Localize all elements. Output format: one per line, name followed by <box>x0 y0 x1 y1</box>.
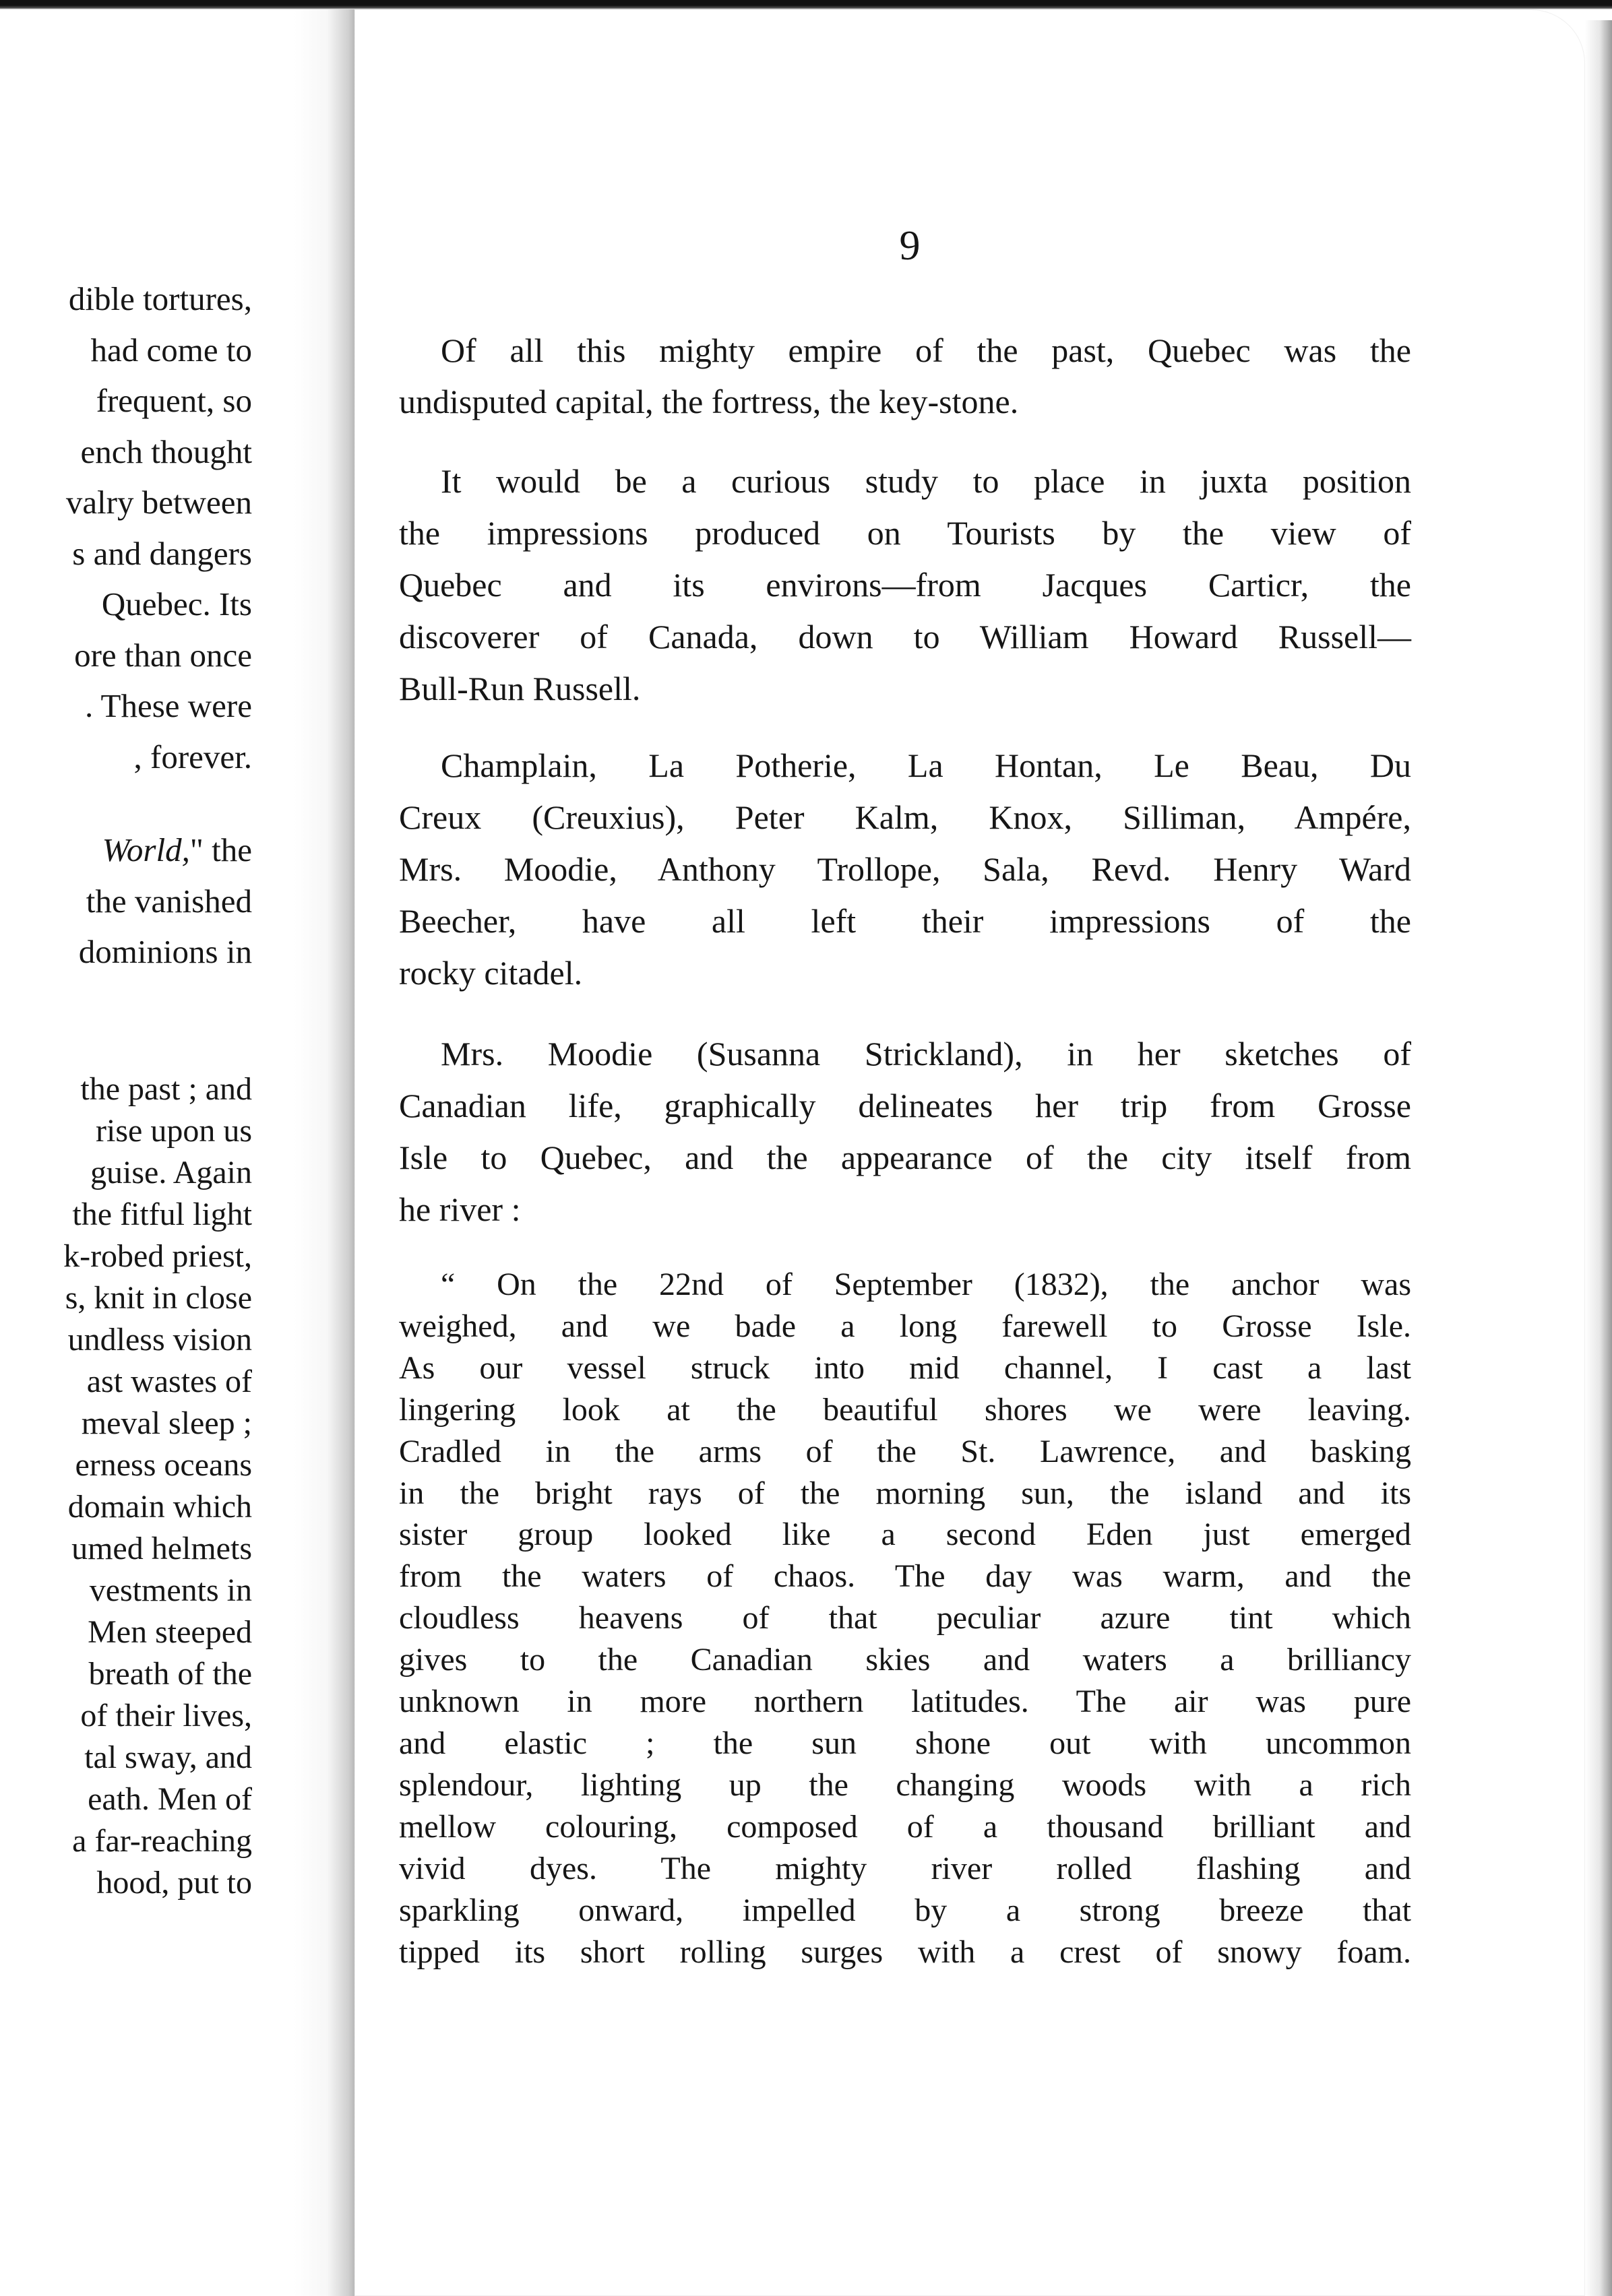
book-top-edge <box>0 0 1612 9</box>
previous-page-line: had come to <box>90 331 252 369</box>
previous-page-line: erness oceans <box>75 1447 252 1483</box>
previous-page-line: ast wastes of <box>86 1364 252 1399</box>
quote-line: in the bright rays of the morning sun, the island and its <box>399 1475 1411 1511</box>
quote-line: from the waters of chaos. The day was warm, and the <box>399 1558 1411 1595</box>
previous-page-line: k-robed priest, <box>63 1238 252 1274</box>
text-line: discoverer of Canada, down to William Howard Russell— <box>399 618 1411 656</box>
quote-line: vivid dyes. The mighty river rolled flashing and <box>399 1850 1411 1886</box>
previous-page-line: Men steeped <box>88 1614 252 1650</box>
previous-page-line: the fitful light <box>72 1197 252 1232</box>
previous-page-line: Quebec. Its <box>101 585 252 623</box>
text-line: Bull-Run Russell. <box>399 670 641 707</box>
book-gutter <box>294 9 354 2296</box>
text-line: It would be a curious study to place in juxta position <box>441 462 1411 500</box>
text-line: Canadian life, graphically delineates her trip from Grosse <box>399 1087 1411 1124</box>
previous-page-block-2 <box>0 825 252 978</box>
quote-line: and elastic ; the sun shone out with uncommon <box>399 1725 1411 1761</box>
text-line: Of all this mighty empire of the past, Quebec was the <box>441 331 1411 369</box>
previous-page-line: ench thought <box>80 433 252 470</box>
previous-page-line: rise upon us <box>96 1113 252 1149</box>
text-line: Mrs. Moodie (Susanna Strickland), in her sketches of <box>441 1035 1411 1073</box>
page-edge-shadow <box>1585 20 1612 2296</box>
text-line: Isle to Quebec, and the appearance of the city itself from <box>399 1139 1411 1176</box>
text-line: the impressions produced on Tourists by the view of <box>399 514 1411 552</box>
previous-page-fragment <box>0 9 294 2296</box>
previous-page-line: World," the <box>102 831 252 868</box>
text-line: Creux (Creuxius), Peter Kalm, Knox, Silliman, Ampére, <box>399 798 1411 836</box>
previous-page-line: . These were <box>84 687 252 724</box>
previous-page-line: hood, put to <box>96 1865 252 1901</box>
previous-page-line: dible tortures, <box>68 280 252 317</box>
page-number: 9 <box>899 223 921 269</box>
quote-line: As our vessel struck into mid channel, I cast a last <box>399 1349 1411 1386</box>
quote-line: “ On the 22nd of September (1832), the anchor was <box>441 1267 1411 1302</box>
previous-page-line: valry between <box>65 484 252 521</box>
paragraph-mrs-moodie <box>399 1028 1411 1236</box>
text-line: Mrs. Moodie, Anthony Trollope, Sala, Revd. Henry Ward <box>399 850 1411 888</box>
text-line: Beecher, have all left their impressions of the <box>399 902 1411 940</box>
previous-page-line: ore than once <box>74 636 252 674</box>
quote-line: gives to the Canadian skies and waters a brilliancy <box>399 1642 1411 1678</box>
previous-page-line: eath. Men of <box>88 1781 252 1817</box>
previous-page-line: vestments in <box>89 1572 252 1608</box>
previous-page-block-3 <box>0 1069 252 1904</box>
text-line: undisputed capital, the fortress, the key-stone. <box>399 383 1019 420</box>
previous-page-line: meval sleep ; <box>81 1405 252 1441</box>
block-quote-moodie <box>399 1264 1411 1973</box>
previous-page-line: dominions in <box>78 933 252 970</box>
quote-line: sparkling onward, impelled by a strong breeze that <box>399 1892 1411 1928</box>
quote-line: unknown in more northern latitudes. The air was pure <box>399 1684 1411 1720</box>
text-line: he river : <box>399 1190 521 1228</box>
quote-line: Cradled in the arms of the St. Lawrence, and basking <box>399 1433 1411 1469</box>
text-line: Champlain, La Potherie, La Hontan, Le Beau, Du <box>441 746 1411 784</box>
text-line: rocky citadel. <box>399 954 583 992</box>
paragraph-tourist-impressions <box>399 455 1411 715</box>
previous-page-line: s and dangers <box>72 534 252 572</box>
text-line: Quebec and its environs—from Jacques Carticr, the <box>399 566 1411 604</box>
quote-line: lingering look at the beautiful shores we were leaving. <box>399 1391 1411 1428</box>
previous-page-line: the past ; and <box>80 1071 252 1107</box>
previous-page-line: a far-reaching <box>72 1823 252 1859</box>
previous-page-line: frequent, so <box>96 382 252 419</box>
previous-page-block-1 <box>0 274 252 782</box>
quote-line: weighed, and we bade a long farewell to Grosse Isle. <box>399 1308 1411 1344</box>
previous-page-line: of their lives, <box>80 1698 252 1733</box>
quote-line: splendour, lighting up the changing woods with a rich <box>399 1766 1411 1803</box>
previous-page-line: the vanished <box>86 882 252 920</box>
quote-line: cloudless heavens of that peculiar azure tint which <box>399 1600 1411 1636</box>
previous-page-line: umed helmets <box>71 1531 252 1566</box>
previous-page-line: , forever. <box>133 738 252 775</box>
previous-page-line: breath of the <box>88 1656 252 1692</box>
previous-page-line: s, knit in close <box>65 1280 252 1316</box>
paragraph-quebec-capital <box>399 325 1411 427</box>
quote-line: sister group looked like a second Eden just emerged <box>399 1517 1411 1553</box>
quote-line: mellow colouring, composed of a thousand brilliant and <box>399 1808 1411 1845</box>
paragraph-visitor-list <box>399 740 1411 999</box>
previous-page-line: undless vision <box>67 1322 252 1358</box>
previous-page-line: tal sway, and <box>84 1740 252 1775</box>
quote-line: tipped its short rolling surges with a crest of snowy foam. <box>399 1934 1411 1970</box>
previous-page-line: domain which <box>67 1489 252 1525</box>
previous-page-line: guise. Again <box>90 1155 252 1190</box>
